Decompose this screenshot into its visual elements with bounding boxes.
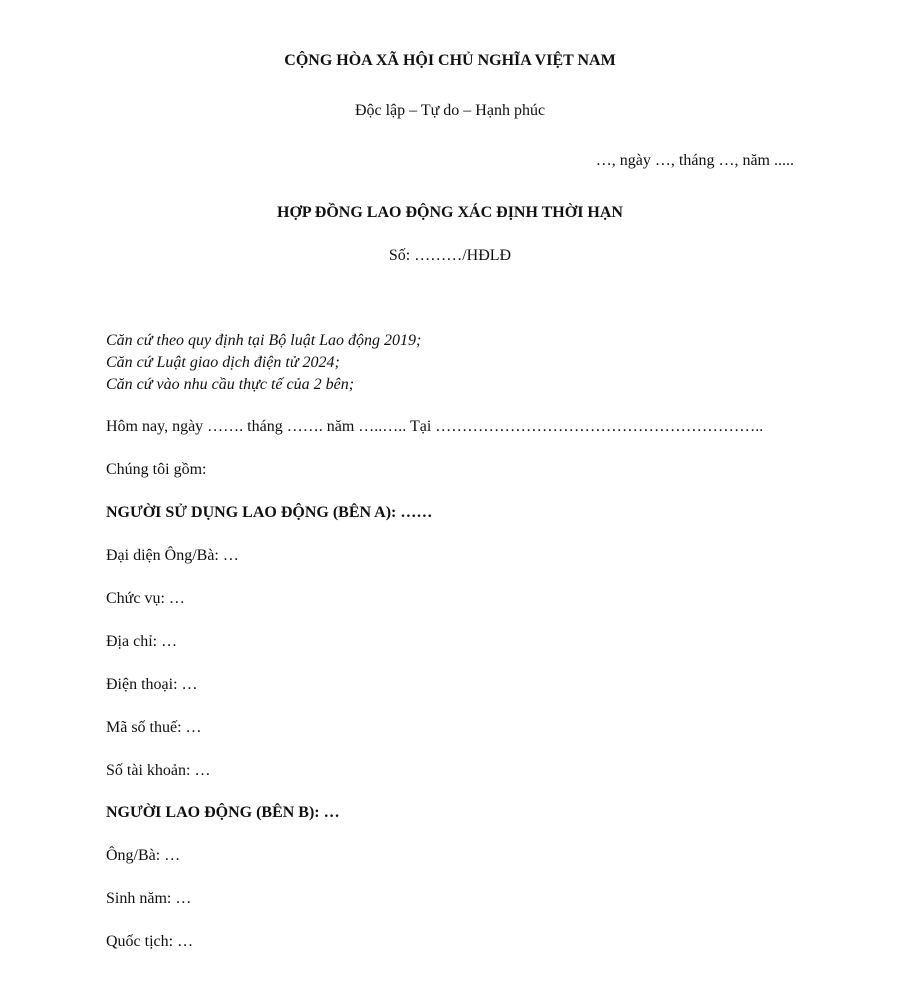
- basis-line: Căn cứ Luật giao dịch điện tử 2024;: [106, 354, 340, 371]
- party-a-field: Địa chỉ: …: [106, 633, 178, 650]
- we-are-line: Chúng tôi gồm:: [106, 461, 207, 478]
- basis-line: Căn cứ vào nhu cầu thực tế của 2 bên;: [106, 376, 355, 393]
- party-b-field: Ông/Bà: …: [106, 847, 181, 864]
- today-line: Hôm nay, ngày ……. tháng ……. năm …..….. Tại ……………………………………………………..: [106, 418, 764, 435]
- party-a-field: Mã số thuế: …: [106, 719, 202, 736]
- nation-heading: CỘNG HÒA XÃ HỘI CHỦ NGHĨA VIỆT NAM: [284, 52, 616, 69]
- party-b-heading: NGƯỜI LAO ĐỘNG (BÊN B): …: [106, 804, 340, 821]
- party-a-heading: NGƯỜI SỬ DỤNG LAO ĐỘNG (BÊN A): ……: [106, 504, 433, 521]
- party-a-field: Đại diện Ông/Bà: …: [106, 547, 239, 564]
- party-b-field: Quốc tịch: …: [106, 933, 194, 950]
- party-a-field: Chức vụ: …: [106, 590, 185, 607]
- party-b-field: Sinh năm: …: [106, 890, 192, 907]
- party-a-field: Số tài khoản: …: [106, 762, 211, 779]
- basis-line: Căn cứ theo quy định tại Bộ luật Lao động 2019;: [106, 332, 422, 349]
- party-a-field: Điện thoại: …: [106, 676, 198, 693]
- motto: Độc lập – Tự do – Hạnh phúc: [354, 102, 546, 119]
- contract-title: HỢP ĐỒNG LAO ĐỘNG XÁC ĐỊNH THỜI HẠN: [277, 204, 623, 221]
- date-line: …, ngày …, tháng …, năm .....: [595, 152, 794, 169]
- contract-number: Số: ………/HĐLĐ: [388, 247, 512, 264]
